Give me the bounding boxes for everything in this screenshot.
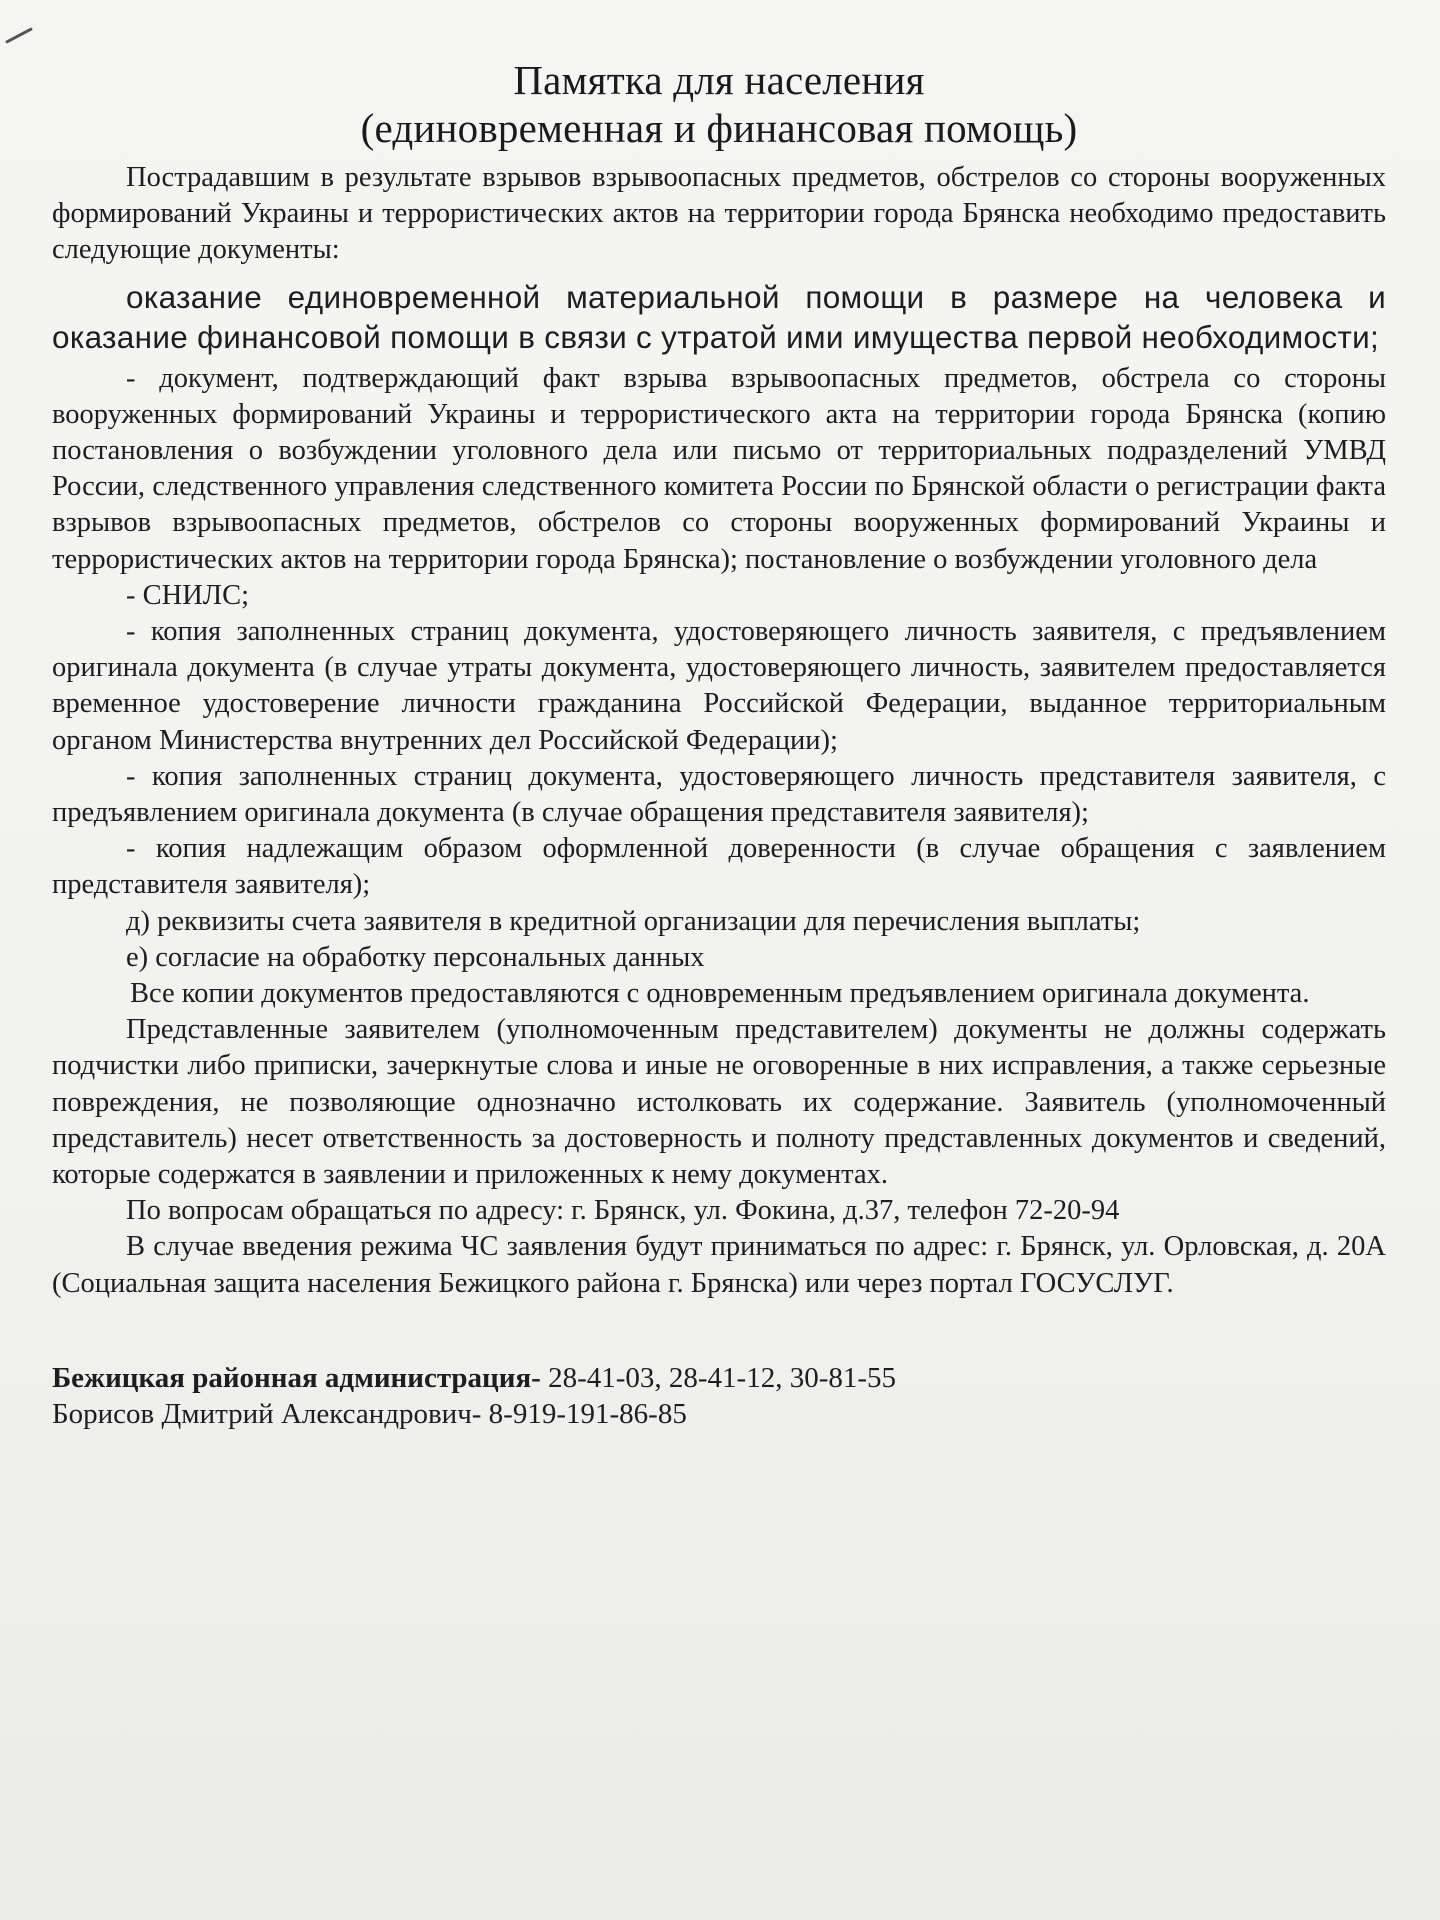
document-item-bank-details: д) реквизиты счета заявителя в кредитной организации для перечисления выплаты; <box>126 905 1141 937</box>
title-line-1: Памятка для населения <box>513 57 925 103</box>
spacer <box>52 1302 1386 1360</box>
intro-paragraph: Пострадавшим в результате взрывов взрывоопасных предметов, обстрелов со стороны вооруженных формирований Украины и террористических актов на территории города Брянска необходимо предоставить следующие документы: <box>52 162 1386 266</box>
document-item-incident-proof: - документ, подтверждающий факт взрыва взрывоопасных предметов, обстрела со стороны вооруженных формирований Украины и террористического акта на территории города Брянска (копию постановления о возбуждении уголовного дела или письмо от территориальных подразделений УМВД России, следственного управления следственного комитета России по Брянской области о регистрации факта взрывов взрывоопасных предметов, обстрелов со стороны вооруженных формирований Украины и террористических актов на территории города Брянска); постановление о возбуждении уголовного дела <box>52 362 1386 575</box>
document-body <box>52 160 1386 1302</box>
admin-contact-line <box>52 1360 1386 1396</box>
document-item-applicant-id: - копия заполненных страниц документа, удостоверяющего личность заявителя, с предъявлением оригинала документа (в случае утраты документа, удостоверяющего личность, заявителем предоставляется временное удостоверение личности гражданина Российской Федерации, выданное территориальным органом Министерства внутренних дел Российской Федерации); <box>52 616 1386 756</box>
document-item-representative-id: - копия заполненных страниц документа, удостоверяющего личность представителя заявителя, с предъявлением оригинала документа (в случае обращения представителя заявителя); <box>52 760 1386 829</box>
address-paragraph: По вопросам обращаться по адресу: г. Брянск, ул. Фокина, д.37, телефон 72-20-94 <box>126 1195 1120 1227</box>
assistance-types-paragraph: оказание единовременной материальной помощи в размере на человека и оказание финансовой помощи в связи с утратой ими имущества первой необходимости; <box>52 278 1386 355</box>
copies-note-paragraph: Все копии документов предоставляются с одновременным предъявлением оригинала документа. <box>130 978 1310 1010</box>
person-contact-line: Борисов Дмитрий Александрович- 8-919-191-86-85 <box>52 1397 687 1430</box>
document-item-snils: - СНИЛС; <box>126 579 250 611</box>
document-item-data-consent: е) согласие на обработку персональных данных <box>126 941 705 973</box>
admin-contact-phones: 28-41-03, 28-41-12, 30-81-55 <box>540 1361 897 1394</box>
admin-contact-label: Бежицкая районная администрация- <box>52 1361 541 1394</box>
title-line-2: (единовременная и финансовая помощь) <box>360 105 1078 151</box>
pen-mark <box>5 27 33 44</box>
document-item-power-of-attorney: - копия надлежащим образом оформленной доверенности (в случае обращения с заявлением представителя заявителя); <box>52 833 1386 901</box>
requirements-paragraph: Представленные заявителем (уполномоченным представителем) документы не должны содержать подчистки либо приписки, зачеркнутые слова и иные не оговоренные в них исправления, а также серьезные повреждения, не позволяющие однозначно истолковать их содержание. Заявитель (уполномоченный представитель) несет ответственность за достоверность и полноту представленных документов и сведений, которые содержатся в заявлении и приложенных к нему документах. <box>52 1014 1386 1191</box>
document-title <box>52 56 1386 152</box>
emergency-paragraph: В случае введения режима ЧС заявления будут приниматься по адрес: г. Брянск, ул. Орловская, д. 20А (Социальная защита населения Бежицкого района г. Брянска) или через портал ГОСУСЛУГ. <box>52 1231 1386 1299</box>
